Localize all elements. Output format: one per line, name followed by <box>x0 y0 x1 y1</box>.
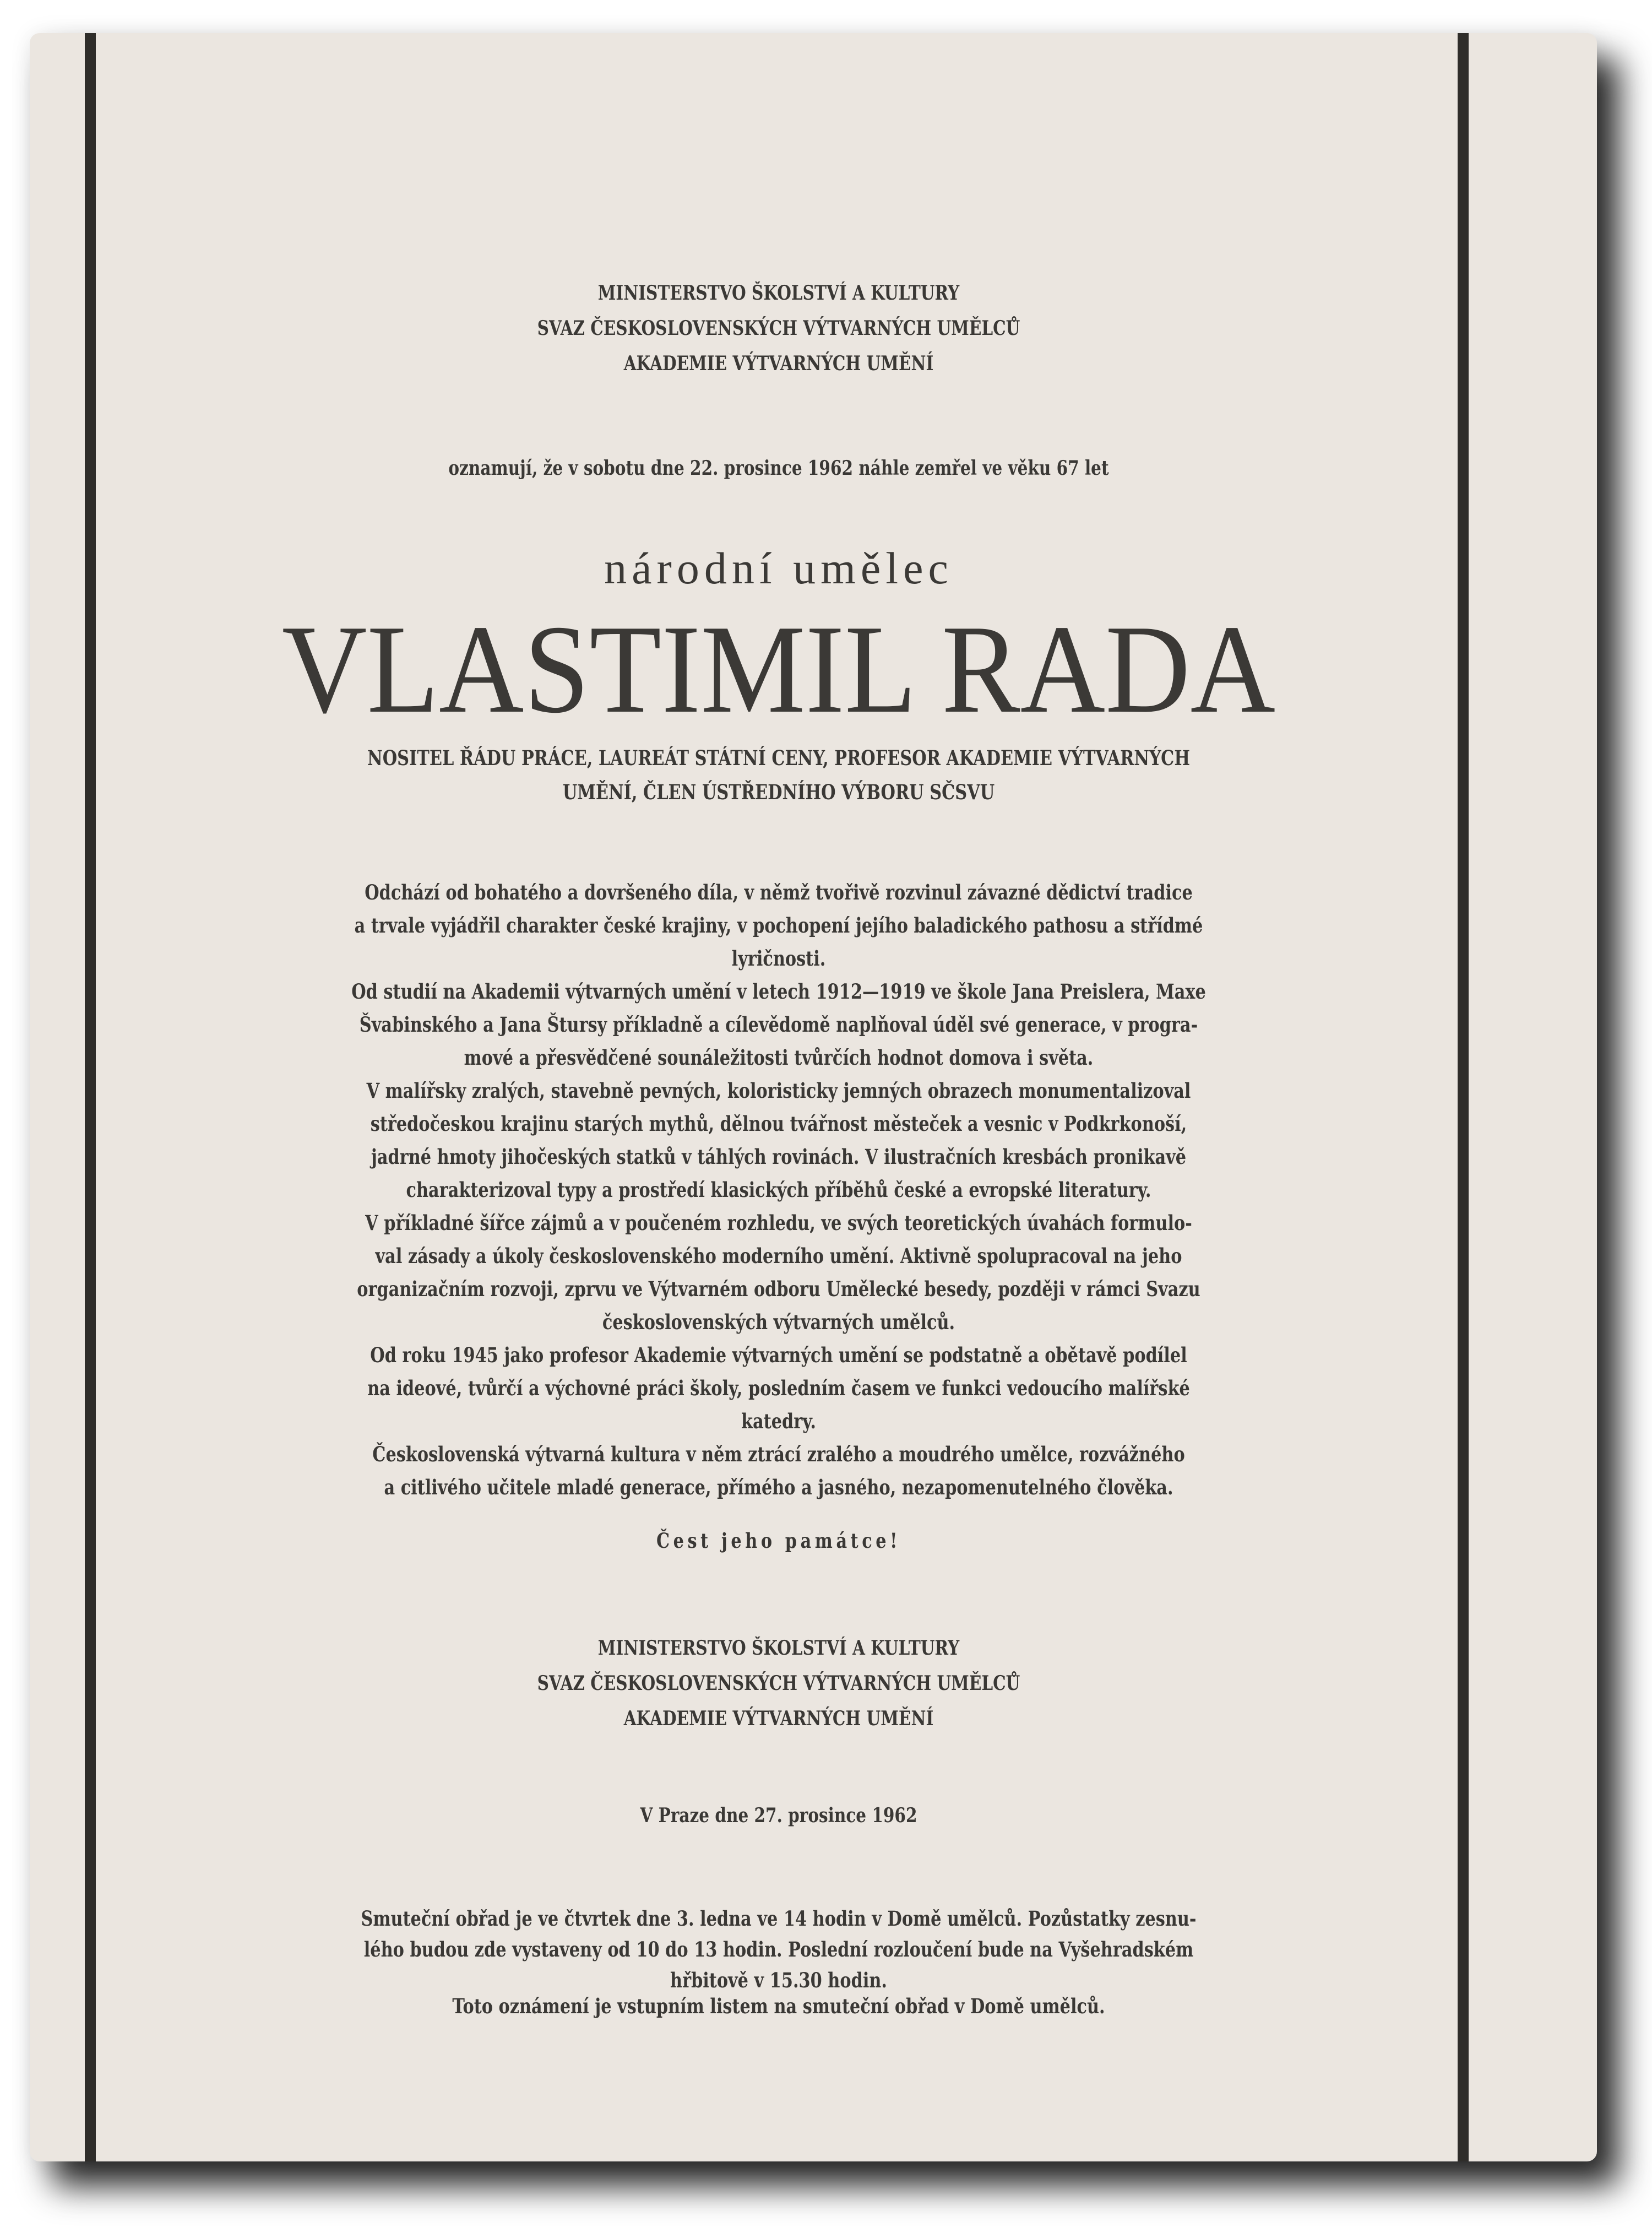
eulogy-line: Od roku 1945 jako profesor Akademie výtvarných umění se podstatně a obětavě podílel <box>370 1343 1187 1367</box>
eulogy-line: Švabinského a Jana Štursy příkladně a cílevědomě naplňoval úděl své generace, v progra- <box>359 1012 1198 1037</box>
eulogy-line: a trvale vyjádřil charakter české krajiny, v pochopení jejího baladického pathosu a střídmé <box>354 913 1203 938</box>
honorific-title: národní umělec <box>604 543 953 593</box>
org-ministry: MINISTERSTVO ŠKOLSTVÍ A KULTURY <box>597 1636 960 1660</box>
org-ministry: MINISTERSTVO ŠKOLSTVÍ A KULTURY <box>597 281 960 305</box>
ceremony-details <box>255 1903 1302 1996</box>
header-organizations <box>255 275 1302 381</box>
eulogy-line: lyričnosti. <box>731 946 826 971</box>
eulogy-line: na ideové, tvůrčí a výchovné práci školy, posledním časem ve funkci vedoucího malířské <box>367 1376 1190 1400</box>
org-artists-union: SVAZ ČESKOSLOVENSKÝCH VÝTVARNÝCH UMĚLCŮ <box>537 317 1020 340</box>
ceremony-line: hřbitově v 15.30 hodin. <box>670 1968 887 1992</box>
eulogy-line: středočeskou krajinu starých mythů, dělnou tvářnost městeček a vesnic v Podkrkonoší, <box>370 1112 1187 1136</box>
eulogy-line: Od studií na Akademii výtvarných umění v letech 1912—1919 ve škole Jana Preislera, Maxe <box>351 979 1206 1004</box>
memorial-motto: Čest jeho památce! <box>656 1529 901 1553</box>
eulogy-line: organizačním rozvoji, zprvu ve Výtvarném odboru Umělecké besedy, později v rámci Svazu <box>357 1277 1200 1301</box>
eulogy-line: charakterizoval typy a prostředí klasických příběhů české a evropské literatury. <box>406 1178 1151 1202</box>
eulogy-line: Odchází od bohatého a dovršeného díla, v němž tvořivě rozvinul závazné dědictví tradice <box>365 880 1193 904</box>
admission-note: Toto oznámení je vstupním listem na smuteční obřad v Domě umělců. <box>452 1994 1105 2018</box>
eulogy-line: Československá výtvarná kultura v něm ztrácí zralého a moudrého umělce, rozvážného <box>372 1442 1185 1466</box>
titles-line: NOSITEL ŘÁDU PRÁCE, LAUREÁT STÁTNÍ CENY, PROFESOR AKADEMIE VÝTVARNÝCH <box>367 746 1191 770</box>
right-mourning-rule <box>1458 33 1469 2161</box>
death-announcement: oznamují, že v sobotu dne 22. prosince 1962 náhle zemřel ve věku 67 let <box>448 457 1109 480</box>
eulogy-text <box>255 876 1302 1504</box>
footer-organizations <box>255 1630 1302 1736</box>
eulogy-line: a citlivého učitele mladé generace, přímého a jasného, nezapomenutelného člověka. <box>384 1475 1173 1499</box>
eulogy-line: mové a přesvědčené sounáležitosti tvůrčích hodnot domova i světa. <box>464 1045 1094 1070</box>
eulogy-line: V malířsky zralých, stavebně pevných, koloristicky jemných obrazech monumentalizoval <box>366 1079 1191 1103</box>
eulogy-line: V příkladné šířce zájmů a v poučeném rozhledu, ve svých teoretických úvahách formulo- <box>365 1211 1192 1235</box>
org-academy: AKADEMIE VÝTVARNÝCH UMĚNÍ <box>623 1707 934 1730</box>
org-academy: AKADEMIE VÝTVARNÝCH UMĚNÍ <box>623 352 934 375</box>
obituary-sheet <box>30 33 1597 2161</box>
eulogy-line: jadrné hmoty jihočeských statků v táhlých rovinách. V ilustračních kresbách pronikavě <box>371 1145 1187 1169</box>
eulogy-line: val zásady a úkoly československého moderního umění. Aktivně spolupracoval na jeho <box>375 1244 1182 1268</box>
ceremony-line: Smuteční obřad je ve čtvrtek dne 3. ledna ve 14 hodin v Domě umělců. Pozůstatky zesnu- <box>361 1906 1197 1931</box>
eulogy-line: katedry. <box>741 1409 816 1433</box>
ceremony-line: lého budou zde vystaveny od 10 do 13 hodin. Poslední rozloučení bude na Vyšehradském <box>363 1937 1194 1961</box>
titles-line: UMĚNÍ, ČLEN ÚSTŘEDNÍHO VÝBORU SČSVU <box>562 780 995 804</box>
deceased-titles <box>255 741 1302 809</box>
eulogy-line: československých výtvarných umělců. <box>602 1310 955 1334</box>
left-mourning-rule <box>85 33 96 2161</box>
org-artists-union: SVAZ ČESKOSLOVENSKÝCH VÝTVARNÝCH UMĚLCŮ <box>537 1672 1020 1695</box>
deceased-name: VLASTIMIL RADA <box>281 599 1276 739</box>
dateline: V Praze dne 27. prosince 1962 <box>640 1804 917 1827</box>
